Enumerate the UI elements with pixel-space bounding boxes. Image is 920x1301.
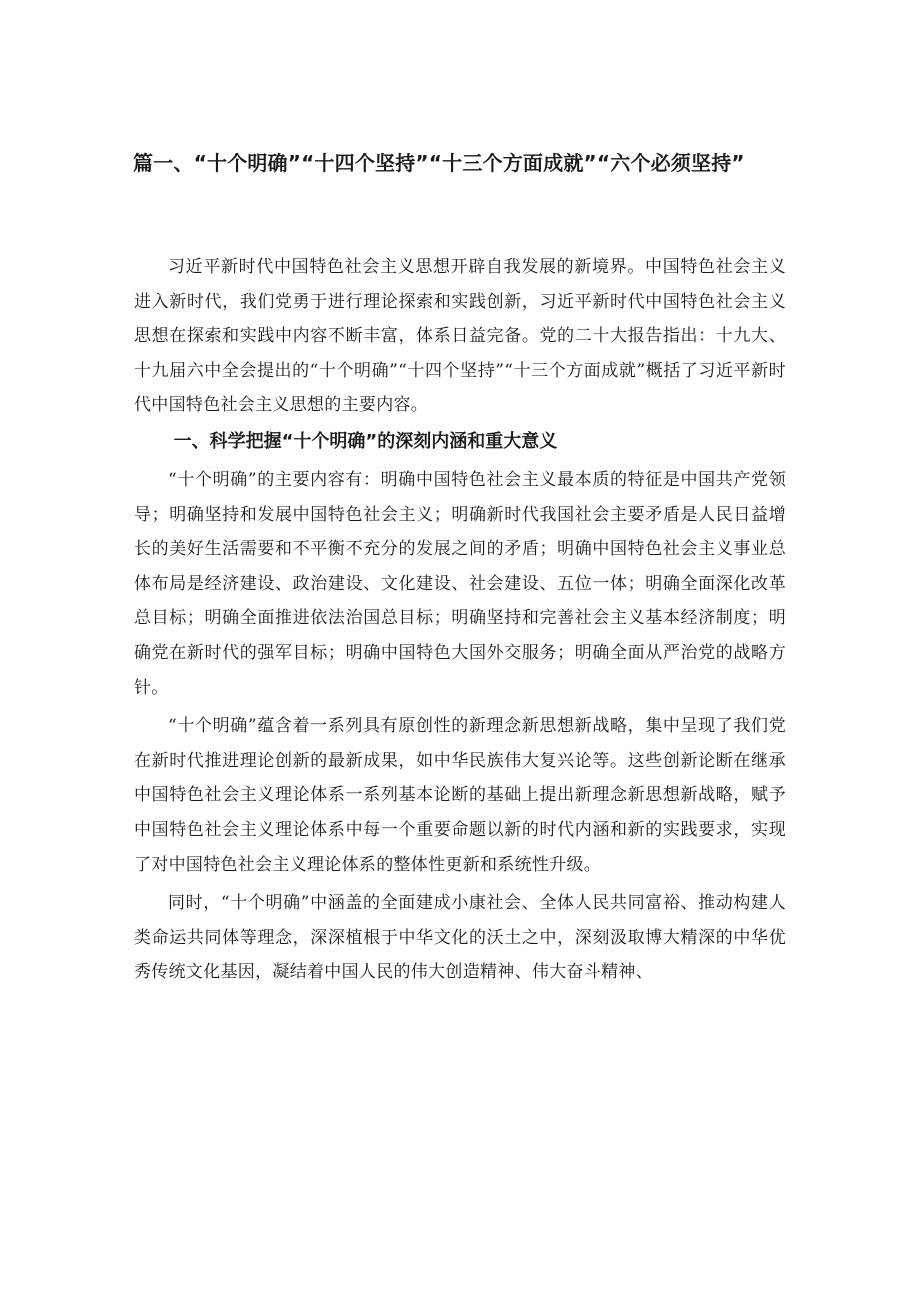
paragraph-ten-clarifications-significance: “十个明确”蕴含着一系列具有原创性的新理念新思想新战略，集中呈现了我们党在新时代推进理论创新的最新成果，如中华民族伟大复兴论等。这些创新论断在继承中国特色社会主义理论体系一系列基本论断的基础上提出新理念新思想新战略，赋予中国特色社会主义理论体系中每一个重要命题以新的时代内涵和新的实践要求，实现了对中国特色社会主义理论体系的整体性更新和系统性升级。 [134, 716, 786, 875]
paragraph-ten-clarifications-culture: 同时，“十个明确”中涵盖的全面建成小康社会、全体人民共同富裕、推动构建人类命运共同体等理念，深深植根于中华文化的沃土之中，深刻汲取博大精深的中华优秀传统文化基因，凝结着中国人民的伟大创造精神、伟大奋斗精神、 [134, 893, 786, 983]
paragraph-intro: 习近平新时代中国特色社会主义思想开辟自我发展的新境界。中国特色社会主义进入新时代，我们党勇于进行理论探索和实践创新，习近平新时代中国特色社会主义思想在探索和实践中内容不断丰富，体系日益完备。党的二十大报告指出：十九大、十九届六中全会提出的“十个明确”“十四个坚持”“十三个方面成就”概括了习近平新时代中国特色社会主义思想的主要内容。 [134, 257, 786, 416]
paragraph-ten-clarifications-content: “十个明确”的主要内容有：明确中国特色社会主义最本质的特征是中国共产党领导；明确坚持和发展中国特色社会主义；明确新时代我国社会主要矛盾是人民日益增长的美好生活需要和不平衡不充分的发展之间的矛盾；明确中国特色社会主义事业总体布局是经济建设、政治建设、文化建设、社会建设、五位一体；明确全面深化改革总目标；明确全面推进依法治国总目标；明确坚持和完善社会主义基本经济制度；明确党在新时代的强军目标；明确中国特色大国外交服务；明确全面从严治党的战略方针。 [134, 469, 786, 698]
section-heading-1: 一、科学把握“十个明确”的深刻内涵和重大意义 [173, 430, 558, 452]
document-title: 篇一、“十个明确”“十四个坚持”“十三个方面成就”“六个必须坚持” [133, 151, 745, 175]
document-body [134, 250, 786, 990]
